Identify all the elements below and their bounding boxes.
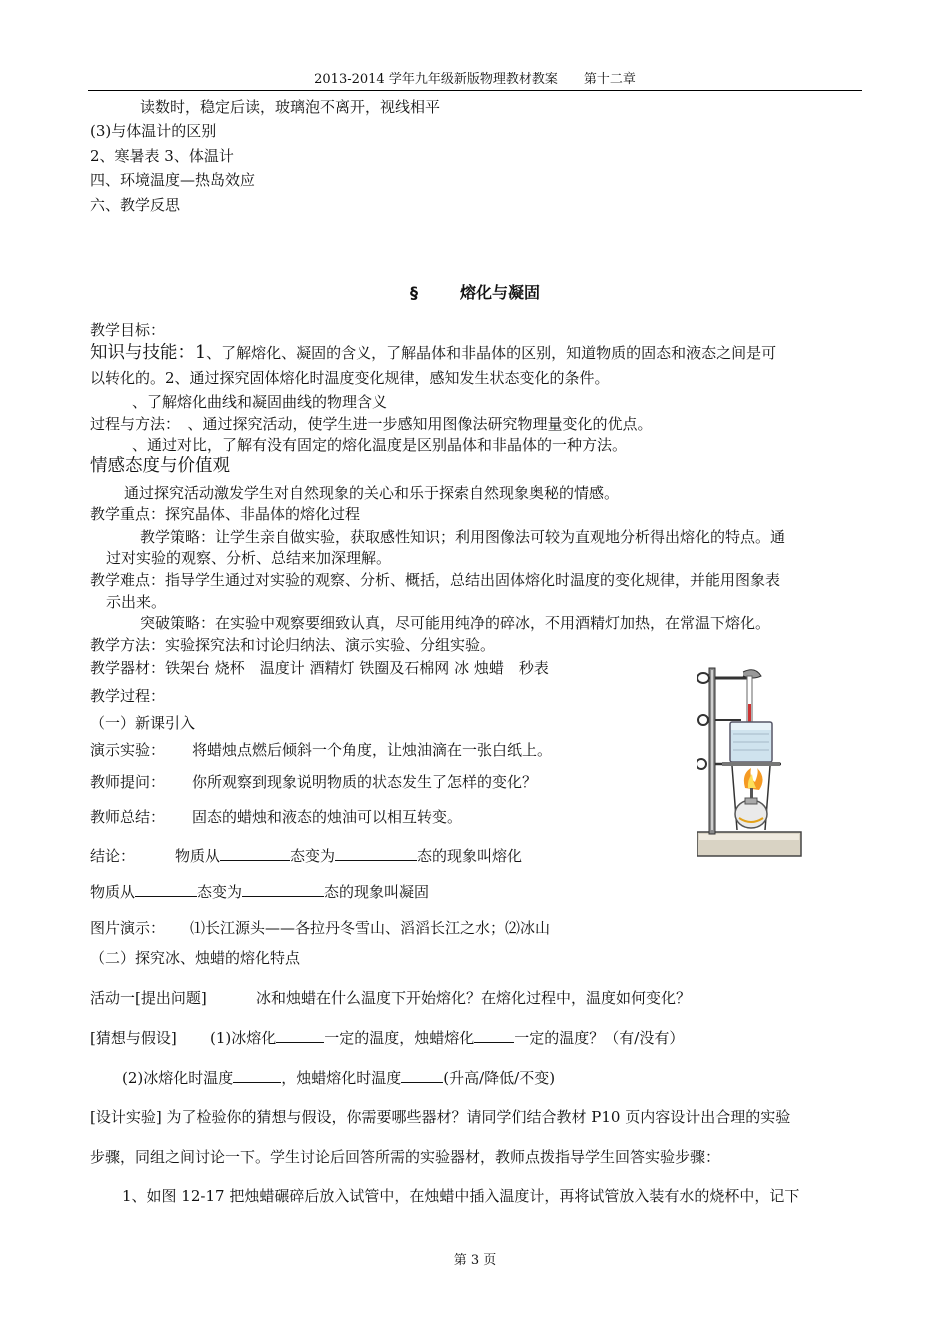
page-number: 第 3 页 <box>453 1253 497 1268</box>
hypothesis-text-b: 一定的温度，烛蜡熔化 <box>324 1029 475 1047</box>
solidify-text-c: 态的现象叫凝固 <box>324 883 430 901</box>
activity-line <box>90 988 691 1008</box>
intro-line-4: 四、环境温度—热岛效应 <box>90 171 256 189</box>
process-label: 教学过程： <box>90 687 166 705</box>
hypothesis2-text-a: (2)冰熔化时温度 <box>122 1069 234 1087</box>
ask-label: 教师提问： <box>90 773 166 791</box>
demo-text: 将蜡烛点燃后倾斜一个角度，让烛油滴在一张白纸上。 <box>192 741 553 759</box>
knowledge-label: 知识与技能：1 <box>90 343 207 363</box>
strategy-1: 教学策略：让学生亲自做实验，获取感性知识；利用图像法可较为直观地分析得出熔化的特点。通 <box>140 528 786 546</box>
page-header: 2013-2014 学年九年级新版物理教材教案 第十二章 <box>88 70 862 91</box>
melting-apparatus-figure <box>697 664 807 862</box>
knowledge-cont: 以转化的。2、通过探究固体熔化时温度变化规律，感知发生状态变化的条件。 <box>90 369 610 387</box>
part-1-title: （一）新课引入 <box>90 714 196 732</box>
conclusion-melt <box>90 846 522 866</box>
hypothesis2-text-b: ，烛蜡熔化时温度 <box>281 1069 402 1087</box>
picture-demo-line <box>90 918 550 938</box>
conclusion-label: 结论： <box>90 847 136 865</box>
difficulty-1: 教学难点：指导学生通过对实验的观察、分析、概括，总结出固体熔化时温度的变化规律，并能用图象表 <box>90 571 781 589</box>
hypothesis-label: [猜想与假设] <box>90 1029 177 1047</box>
answer-blank[interactable] <box>135 882 197 897</box>
answer-blank[interactable] <box>233 1068 281 1083</box>
answer-blank[interactable] <box>220 846 290 861</box>
answer-blank[interactable] <box>242 882 324 897</box>
activity-text: 冰和烛蜡在什么温度下开始熔化？在熔化过程中，温度如何变化？ <box>256 989 692 1007</box>
process-goal-2: 、通过对比，了解有没有固定的熔化温度是区别晶体和非晶体的一种方法。 <box>132 436 628 454</box>
summary-label: 教师总结： <box>90 808 166 826</box>
difficulty-2: 示出来。 <box>106 593 167 611</box>
picture-text: ⑴长江源头——各拉丹冬雪山、滔滔长江之水；⑵冰山 <box>190 919 551 937</box>
demo-label: 演示实验： <box>90 741 166 759</box>
teaching-method: 教学方法：实验探究法和讨论归纳法、演示实验、分组实验。 <box>90 636 496 654</box>
conclusion-solidify <box>90 882 429 902</box>
equipment: 教学器材：铁架台 烧杯 温度计 酒精灯 铁圈及石棉网 冰 烛蜡 秒表 <box>90 659 549 677</box>
part-2-title: （二）探究冰、烛蜡的熔化特点 <box>90 949 301 967</box>
section-symbol: § <box>409 283 418 302</box>
solidify-text-a: 物质从 <box>90 883 136 901</box>
picture-label: 图片演示： <box>90 919 166 937</box>
hypothesis2-text-c: (升高/降低/不变) <box>443 1069 556 1087</box>
conclusion-text-a: 物质从 <box>175 847 221 865</box>
emotion-label: 情感态度与价值观 <box>90 456 230 476</box>
hypothesis-line-2 <box>122 1068 555 1088</box>
process-goal: 过程与方法： 、通过探究活动，使学生进一步感知用图像法研究物理量变化的优点。 <box>90 415 653 433</box>
knowledge-3: 、了解熔化曲线和凝固曲线的物理含义 <box>132 393 388 411</box>
apparatus-drawing <box>697 664 807 862</box>
hypothesis-text-a: (1)冰熔化 <box>210 1029 277 1047</box>
answer-blank[interactable] <box>401 1068 443 1083</box>
knowledge-line <box>90 343 776 363</box>
goals-label: 教学目标： <box>90 321 166 339</box>
teaching-focus: 教学重点：探究晶体、非晶体的熔化过程 <box>90 505 361 523</box>
section-title <box>0 280 950 303</box>
demo-line <box>90 740 552 760</box>
answer-blank[interactable] <box>335 846 417 861</box>
section-title-text: 熔化与凝固 <box>459 283 540 302</box>
conclusion-text-c: 态的现象叫熔化 <box>417 847 523 865</box>
knowledge-text: 、了解熔化、凝固的含义，了解晶体和非晶体的区别，知道物质的固态和液态之间是可 <box>206 344 777 362</box>
hypothesis-text-c: 一定的温度？（有/没有） <box>514 1029 685 1047</box>
intro-line-3: 2、寒暑表 3、体温计 <box>90 147 234 165</box>
answer-blank[interactable] <box>276 1028 324 1043</box>
design-line-2: 步骤，同组之间讨论一下。学生讨论后回答所需的实验器材，教师点拨指导学生回答实验步骤： <box>90 1148 721 1166</box>
step-1: 1、如图 12-17 把烛蜡碾碎后放入试管中，在烛蜡中插入温度计，再将试管放入装有水的烧杯中，记下 <box>122 1187 800 1205</box>
answer-blank[interactable] <box>474 1028 514 1043</box>
intro-line-1: 读数时，稳定后读，玻璃泡不离开，视线相平 <box>140 98 441 116</box>
intro-line-2: (3)与体温计的区别 <box>90 122 217 140</box>
strategy-2: 过对实验的观察、分析、总结来加深理解。 <box>106 549 392 567</box>
emotion-text: 通过探究活动激发学生对自然现象的关心和乐于探索自然现象奥秘的情感。 <box>124 484 620 502</box>
activity-label: 活动一[提出问题] <box>90 989 207 1007</box>
summary-text: 固态的蜡烛和液态的烛油可以相互转变。 <box>192 808 463 826</box>
summary-line <box>90 807 462 827</box>
design-line-1: [设计实验] 为了检验你的猜想与假设，你需要哪些器材？请同学们结合教材 P10 页内容设计出合理的实验 <box>90 1108 791 1126</box>
ask-line <box>90 772 537 792</box>
ask-text: 你所观察到现象说明物质的状态发生了怎样的变化？ <box>192 773 538 791</box>
solidify-text-b: 态变为 <box>197 883 243 901</box>
conclusion-text-b: 态变为 <box>290 847 336 865</box>
intro-line-5: 六、教学反思 <box>90 196 181 214</box>
breakthrough: 突破策略：在实验中观察要细致认真，尽可能用纯净的碎冰，不用酒精灯加热，在常温下熔化。 <box>140 614 771 632</box>
hypothesis-line-1 <box>90 1028 684 1048</box>
